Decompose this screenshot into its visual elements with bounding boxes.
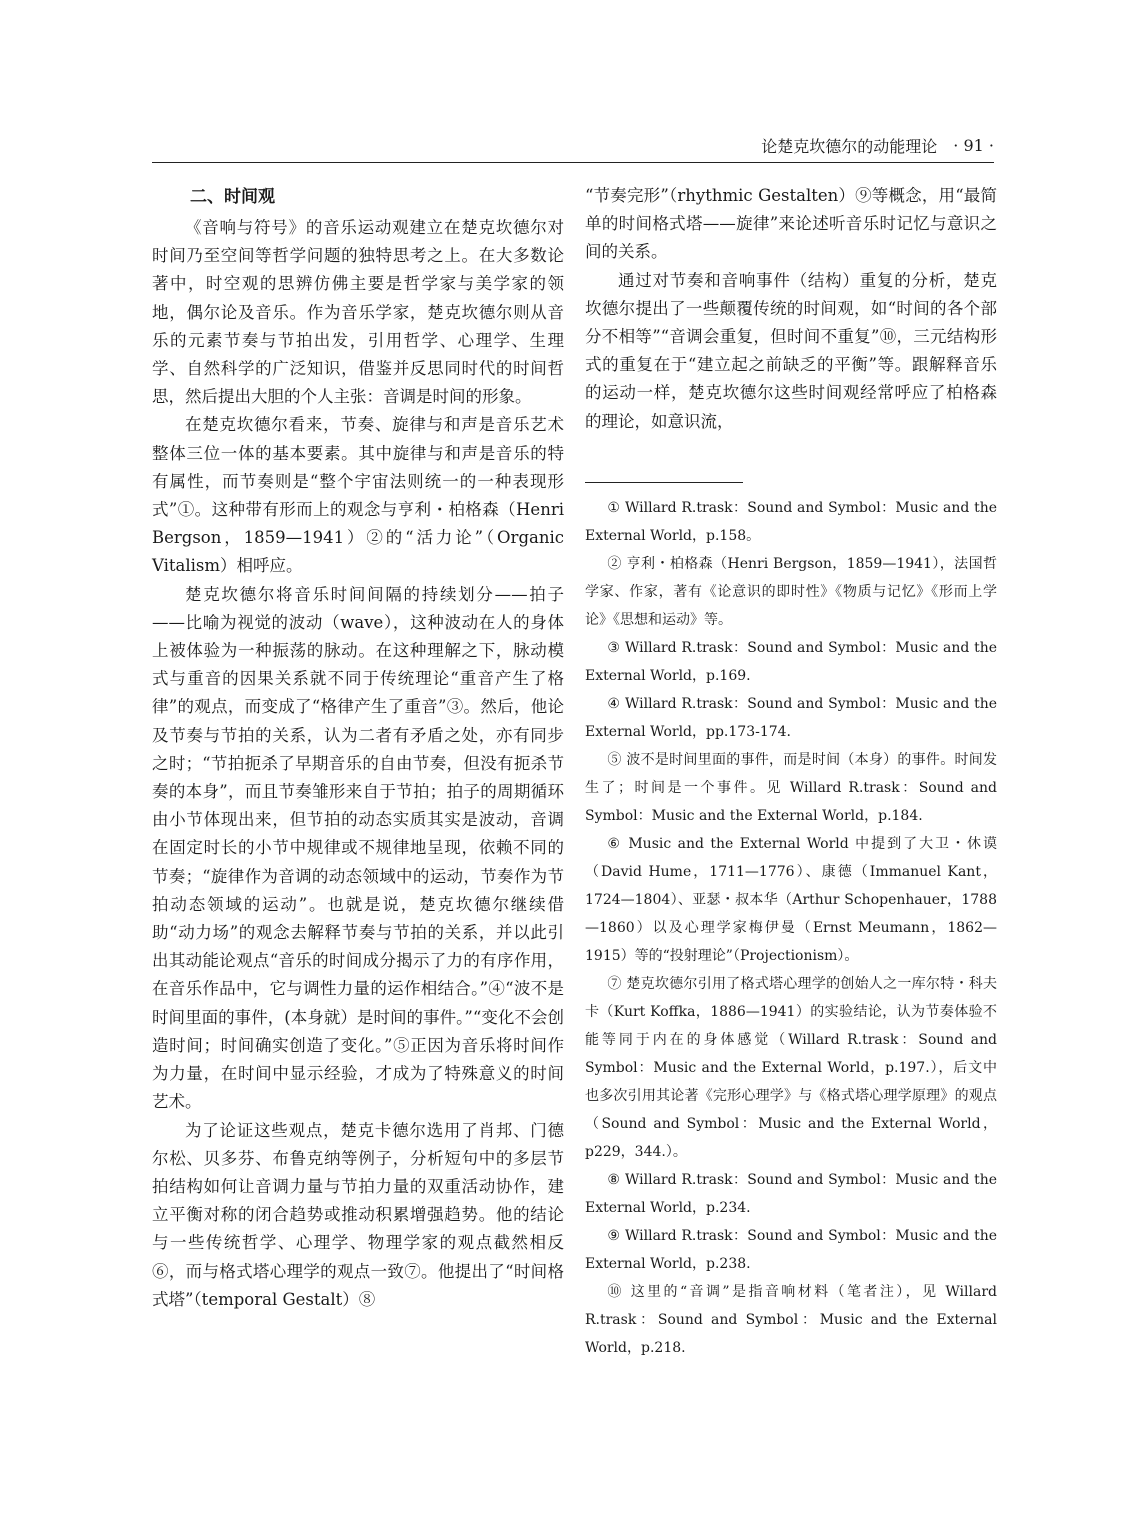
footnote-divider <box>585 482 743 483</box>
running-title: 论楚克坎德尔的动能理论 <box>761 136 938 156</box>
paragraph: 为了论证这些观点，楚克卡德尔选用了肖邦、门德尔松、贝多芬、布鲁克纳等例子，分析短句中的多层节拍结构如何让音调力量与节拍力量的双重活动协作，建立平衡对称的闭合趋势或推动积累增强趋势。他的结论与一些传统哲学、心理学、物理学家的观点截然相反⑥，而与格式塔心理学的观点一致⑦。他提出了“时间格式塔”（temporal Gestalt）⑧ <box>152 1120 564 1309</box>
paragraph: 在楚克坎德尔看来，节奏、旋律与和声是音乐艺术整体三位一体的基本要素。其中旋律与和声是音乐的特有属性，而节奏则是“整个宇宙法则统一的一种表现形式”①。这种带有形而上的观念与亨利・柏格森（Henri Bergson，1859—1941）②的“活力论”（Organic Vitalism）相呼应。 <box>152 415 564 576</box>
right-column <box>585 182 997 436</box>
section-title: 二、时间观 <box>190 187 275 207</box>
footnote: ⑥ Music and the External World 中提到了大卫・休谟（David Hume，1711—1776）、康德（Immanuel Kant，1724—1804）、亚瑟・叔本华（Arthur Schopenhauer，1788—1860）以及心理学家梅伊曼（Ernst Meumann，1862—1915）等的“投射理论”（Projectionism）。 <box>585 836 997 964</box>
left-column <box>152 182 564 1314</box>
footnote: ⑦ 楚克坎德尔引用了格式塔心理学的创始人之一库尔特・科夫卡（Kurt Koffka，1886—1941）的实验结论，认为节奏体验不能等同于内在的身体感觉（Willard R.trask：Sound and Symbol：Music and the External World，p.197.），后文中也多次引用其论著《完形心理学》与《格式塔心理学原理》的观点（Sound and Symbol：Music and the External World，p229，344.）。 <box>585 976 997 1160</box>
paragraph: 楚克坎德尔将音乐时间间隔的持续划分——拍子——比喻为视觉的波动（wave），这种波动在人的身体上被体验为一种振荡的脉动。在这种理解之下，脉动模式与重音的因果关系就不同于传统理论“重音产生了格律”的观点，而变成了“格律产生了重音”③。然后，他论及节奏与节拍的关系，认为二者有矛盾之处，亦有同步之时；“节拍扼杀了早期音乐的自由节奏，但没有扼杀节奏的本身”，而且节奏雏形来自于节拍；拍子的周期循环由小节体现出来，但节拍的动态实质其实是波动，音调在固定时长的小节中规律或不规律地呈现，依赖不同的节奏；“旋律作为音调的动态领域中的运动，节奏作为节拍动态领域的运动”。也就是说，楚克坎德尔继续借助“动力场”的观念去解释节奏与节拍的关系，并以此引出其动能论观点“音乐的时间成分揭示了力的有序作用，在音乐作品中，它与调性力量的运作相结合。”④“波不是时间里面的事件，(本身就）是时间的事件。”“变化不会创造时间；时间确实创造了变化。”⑤正因为音乐将时间作为力量，在时间中显示经验，才成为了特殊意义的时间艺术。 <box>152 584 564 1112</box>
footnote: ⑤ 波不是时间里面的事件，而是时间（本身）的事件。时间发生了；时间是一个事件。见 Willard R.trask：Sound and Symbol：Music and the External World，p.184. <box>585 752 997 824</box>
footnote: ④ Willard R.trask：Sound and Symbol：Music and the External World，pp.173-174. <box>585 696 997 740</box>
paragraph-continued: “节奏完形”（rhythmic Gestalten）⑨等概念，用“最简单的时间格式塔——旋律”来论述听音乐时记忆与意识之间的关系。 <box>585 186 997 262</box>
footnote: ⑩ 这里的“音调”是指音响材料（笔者注），见 Willard R.trask：Sound and Symbol：Music and the External World，p.218. <box>585 1284 997 1356</box>
footnote: ② 亨利・柏格森（Henri Bergson，1859—1941），法国哲学家、作家，著有《论意识的即时性》《物质与记忆》《形而上学论》《思想和运动》等。 <box>585 556 997 628</box>
page-number: · 91 · <box>953 135 994 155</box>
page-header <box>152 128 994 163</box>
paragraph: 《音响与符号》的音乐运动观建立在楚克坎德尔对时间乃至空间等哲学问题的独特思考之上。在大多数论著中，时空观的思辨仿佛主要是哲学家与美学家的领地，偶尔论及音乐。作为音乐学家，楚克坎德尔则从音乐的元素节奏与节拍出发，引用哲学、心理学、生理学、自然科学的广泛知识，借鉴并反思同时代的时间哲思，然后提出大胆的个人主张：音调是时间的形象。 <box>152 218 564 407</box>
footnote: ① Willard R.trask：Sound and Symbol：Music and the External World，p.158。 <box>585 500 997 544</box>
footnote: ⑨ Willard R.trask：Sound and Symbol：Music and the External World，p.238. <box>585 1228 997 1272</box>
paragraph: 通过对节奏和音响事件（结构）重复的分析，楚克坎德尔提出了一些颠覆传统的时间观，如“时间的各个部分不相等”“音调会重复，但时间不重复”⑩，三元结构形式的重复在于“建立起之前缺乏的平衡”等。跟解释音乐的运动一样，楚克坎德尔这些时间观经常呼应了柏格森的理论，如意识流， <box>585 270 997 431</box>
footnote: ⑧ Willard R.trask：Sound and Symbol：Music and the External World，p.234. <box>585 1172 997 1216</box>
footnotes <box>585 494 997 1362</box>
footnote: ③ Willard R.trask：Sound and Symbol：Music and the External World，p.169. <box>585 640 997 684</box>
